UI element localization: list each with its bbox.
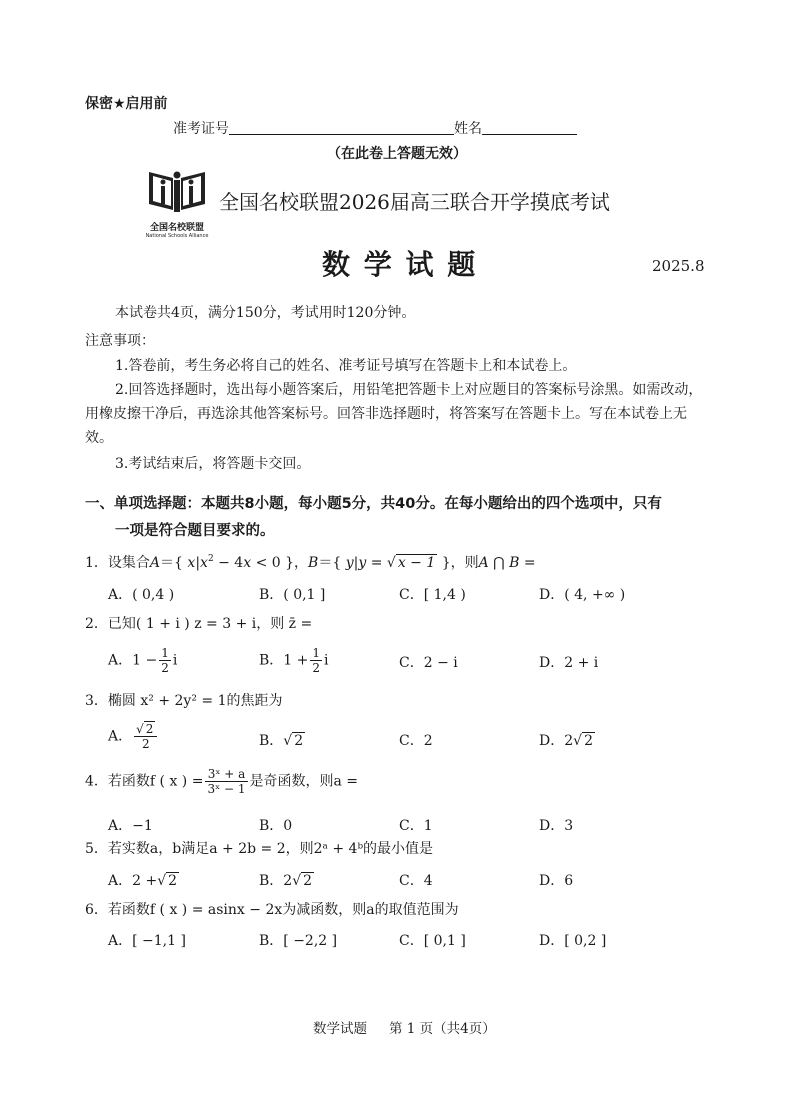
exam-intro: 本试卷共4页，满分150分，考试用时120分钟。 bbox=[115, 305, 416, 321]
q5-option-b: B．2√ 2 bbox=[259, 873, 313, 889]
q2-option-c: C．2 − i bbox=[399, 655, 458, 671]
logo-cn-text: 全国名校联盟 bbox=[149, 223, 204, 233]
admission-number-row bbox=[173, 118, 577, 138]
q5-option-a: A．2 +√ 2 bbox=[108, 873, 178, 889]
q1-option-c: C．[ 1,4 ) bbox=[399, 587, 466, 603]
subject-title: 数 学 试 题 bbox=[322, 248, 478, 281]
footer bbox=[313, 1017, 496, 1037]
footer-page: 第 1 页（共4页） bbox=[389, 1021, 496, 1037]
note-item-2: 2.回答选择题时，选出每小题答案后，用铅笔把答题卡上对应题目的答案标号涂黑。如需改动，用橡皮擦干净后，再选涂其他答案标号。回答非选择题时，将答案写在答题卡上。写在本试卷上无效。 bbox=[85, 382, 703, 446]
alliance-logo bbox=[143, 166, 211, 239]
notes-heading: 注意事项： bbox=[85, 333, 155, 349]
footer-subject: 数学试题 bbox=[313, 1021, 367, 1037]
note-item-1: 1.答卷前，考生务必将自己的姓名、准考证号填写在答题卡上和本试卷上。 bbox=[115, 358, 577, 374]
q3-option-d: D．2√ 2 bbox=[539, 733, 593, 749]
question-3: 3．椭圆 x² + 2y² = 1的焦距为 bbox=[85, 693, 283, 709]
confidential-label: 保密★启用前 bbox=[85, 96, 168, 112]
q6-option-d: D．[ 0,2 ] bbox=[539, 933, 607, 949]
q6-option-b: B．[ −2,2 ] bbox=[259, 933, 338, 949]
q1-option-d: D．( 4, +∞ ) bbox=[539, 587, 626, 603]
exam-title: 全国名校联盟2026届高三联合开学摸底考试 bbox=[219, 190, 610, 214]
q3-option-c: C．2 bbox=[399, 733, 433, 749]
q3-option-b: B．√ 2 bbox=[259, 733, 304, 749]
book-logo-icon bbox=[143, 166, 211, 216]
exam-date: 2025.8 bbox=[652, 257, 705, 275]
q4-option-b: B．0 bbox=[259, 818, 293, 834]
q4-option-d: D．3 bbox=[539, 818, 574, 834]
q2-option-a: A．1 − $\frac{1}{2}$ i bbox=[108, 646, 178, 675]
q4-option-c: C．1 bbox=[399, 818, 433, 834]
q5-option-d: D．6 bbox=[539, 873, 574, 889]
q3-option-a: A． $\frac{√ 2}{2}$ bbox=[108, 722, 159, 751]
question-5: 5．若实数a，b满足a + 2b = 2，则2ᵃ + 4ᵇ的最小值是 bbox=[85, 841, 434, 857]
q1-option-a: A．( 0,4 ) bbox=[108, 587, 175, 603]
admission-number-label: 准考证号 bbox=[173, 121, 229, 137]
q2-option-b: B．1 + $\frac{1}{2}$ i bbox=[259, 646, 329, 675]
logo-en-text: National Schools Alliance bbox=[145, 233, 209, 239]
q4-option-a: A．−1 bbox=[108, 818, 153, 834]
q6-option-a: A．[ −1,1 ] bbox=[108, 933, 186, 949]
invalid-notice: （在此卷上答题无效） bbox=[327, 146, 467, 162]
q5-option-c: C．4 bbox=[399, 873, 433, 889]
name-label: 姓名 bbox=[454, 121, 482, 137]
q1-option-b: B．( 0,1 ] bbox=[259, 587, 326, 603]
admission-number-blank bbox=[229, 120, 454, 135]
question-1: 1．设集合A＝{ $x|x^2 - 4x < 0$ }，B＝{ y|y = √ x − 1 }，则A ⋂ B = bbox=[85, 554, 536, 571]
section1-heading-cont: 一项是符合题目要求的。 bbox=[115, 523, 275, 539]
section1-heading: 一、单项选择题：本题共8小题，每小题5分，共40分。在每小题给出的四个选项中，只有 bbox=[85, 496, 662, 512]
q2-option-d: D．2 + i bbox=[539, 655, 599, 671]
name-blank bbox=[482, 120, 577, 135]
question-4: 4．若函数f ( x ) = $\frac{\text{3ˣ + a}}{\text{3ˣ − 1}}$ 是奇函数，则a = bbox=[85, 767, 359, 796]
note-item-3: 3.考试结束后，将答题卡交回。 bbox=[115, 456, 311, 472]
question-6: 6．若函数f ( x ) = asinx − 2x为减函数，则a的取值范围为 bbox=[85, 902, 459, 918]
q6-option-c: C．[ 0,1 ] bbox=[399, 933, 466, 949]
question-2: 2．已知( 1 + i ) z = 3 + i，则 z̄ = bbox=[85, 616, 313, 632]
